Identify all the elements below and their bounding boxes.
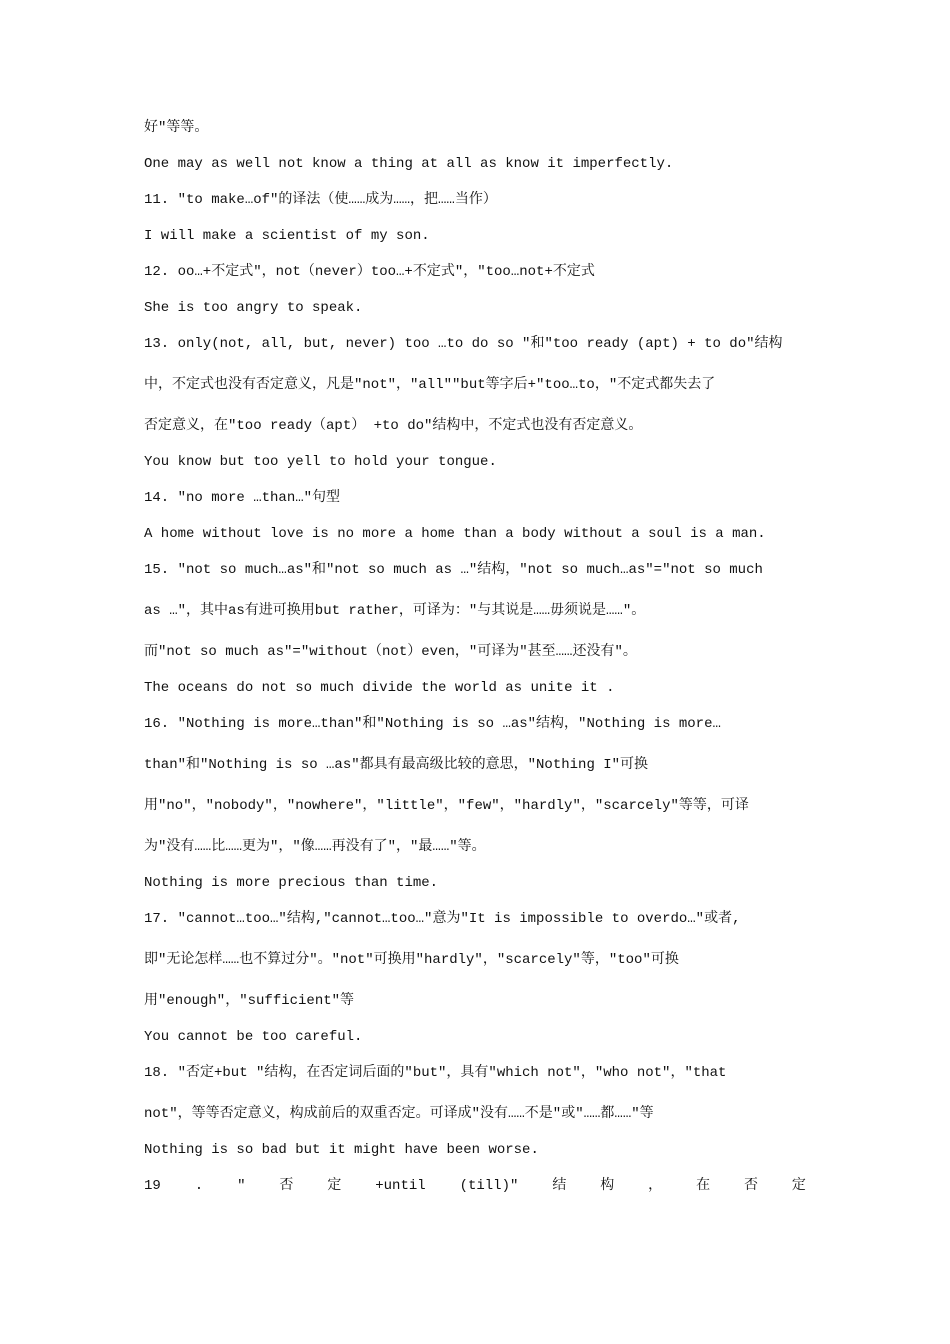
example-sentence: Nothing is more precious than time.: [144, 875, 439, 891]
example-sentence: One may as well not know a thing at all as know it imperfectly.: [144, 156, 674, 172]
justified-token: +until: [375, 1178, 426, 1194]
paragraph-line: than"和"Nothing is so …as"都具有最高级比较的意思，"Nothing I"可换: [144, 757, 649, 773]
example-sentence: She is too angry to speak.: [144, 300, 363, 316]
paragraph-line: 17. "cannot…too…"结构,"cannot…too…"意为"It is impossible to overdo…"或者,: [144, 911, 741, 927]
rule-paragraph-18: [144, 1063, 812, 1124]
paragraph-line: as …"，其中as有进可换用but rather，可译为："与其说是……毋须说是……"。: [144, 603, 646, 619]
justified-token: .: [194, 1178, 204, 1194]
rule-heading-19: [144, 1176, 806, 1196]
justified-token: 19: [144, 1178, 161, 1194]
example-sentence: Nothing is so bad but it might have been worse.: [144, 1142, 539, 1158]
justified-token: 定: [327, 1178, 342, 1194]
example-sentence: You cannot be too careful.: [144, 1029, 363, 1045]
justified-token: ，: [648, 1178, 663, 1194]
justified-token: 否: [744, 1178, 758, 1194]
text-line: 好"等等。: [144, 120, 209, 136]
paragraph-line: 中，不定式也没有否定意义，凡是"not"，"all""but等字后+"too…to，"不定式都失去了: [144, 377, 716, 393]
example-sentence: The oceans do not so much divide the world as unite it .: [144, 680, 615, 696]
justified-token: (till)": [459, 1178, 519, 1194]
paragraph-line: 为"没有……比……更为"，"像……再没有了"，"最……"等。: [144, 839, 486, 855]
rule-paragraph-15: [144, 560, 812, 662]
justified-token: ": [237, 1178, 246, 1194]
paragraph-line: 18. "否定+but "结构，在否定词后面的"but"，具有"which not"，"who not"，"that: [144, 1065, 727, 1081]
paragraph-line: 15. "not so much…as"和"not so much as …"结构，"not so much…as"="not so much: [144, 562, 763, 578]
paragraph-line: not"，等等否定意义，构成前后的双重否定。可译成"没有……不是"或"……都……"等: [144, 1106, 654, 1122]
justified-token: 在: [696, 1178, 711, 1194]
rule-paragraph-13: [144, 334, 812, 436]
paragraph-line: 16. "Nothing is more…than"和"Nothing is so …as"结构，"Nothing is more…: [144, 716, 721, 732]
rule-heading-12: 12. oo…+不定式"，not（never）too…+不定式"，"too…not+不定式: [144, 264, 595, 280]
paragraph-line: 13. only(not, all, but, never) too …to do so "和"too ready (apt) + to do"结构: [144, 336, 783, 352]
justified-token: 定: [791, 1178, 806, 1194]
rule-heading-11: 11. "to make…of"的译法（使……成为……，把……当作）: [144, 192, 497, 208]
rule-paragraph-17: [144, 909, 812, 1011]
example-sentence: A home without love is no more a home than a body without a soul is a man.: [144, 526, 766, 542]
paragraph-line: 否定意义，在"too ready（apt） +to do"结构中，不定式也没有否定意义。: [144, 418, 643, 434]
paragraph-line: 而"not so much as"="without（not）even，"可译为"甚至……还没有"。: [144, 644, 637, 660]
rule-paragraph-16: [144, 714, 812, 857]
justified-token: 构: [600, 1178, 615, 1194]
paragraph-line: 即"无论怎样……也不算过分"。"not"可换用"hardly"，"scarcely"等，"too"可换: [144, 952, 679, 968]
paragraph-line: 用"no"，"nobody"，"nowhere"，"little"，"few"，"hardly"，"scarcely"等等，可译: [144, 798, 749, 814]
justified-token: 结: [552, 1178, 567, 1194]
example-sentence: I will make a scientist of my son.: [144, 228, 430, 244]
example-sentence: You know but too yell to hold your tongue.: [144, 454, 497, 470]
justified-token: 否: [279, 1178, 294, 1194]
rule-heading-14: 14. "no more …than…"句型: [144, 490, 341, 506]
paragraph-line: 用"enough"，"sufficient"等: [144, 993, 355, 1009]
document-body: [144, 118, 812, 1196]
